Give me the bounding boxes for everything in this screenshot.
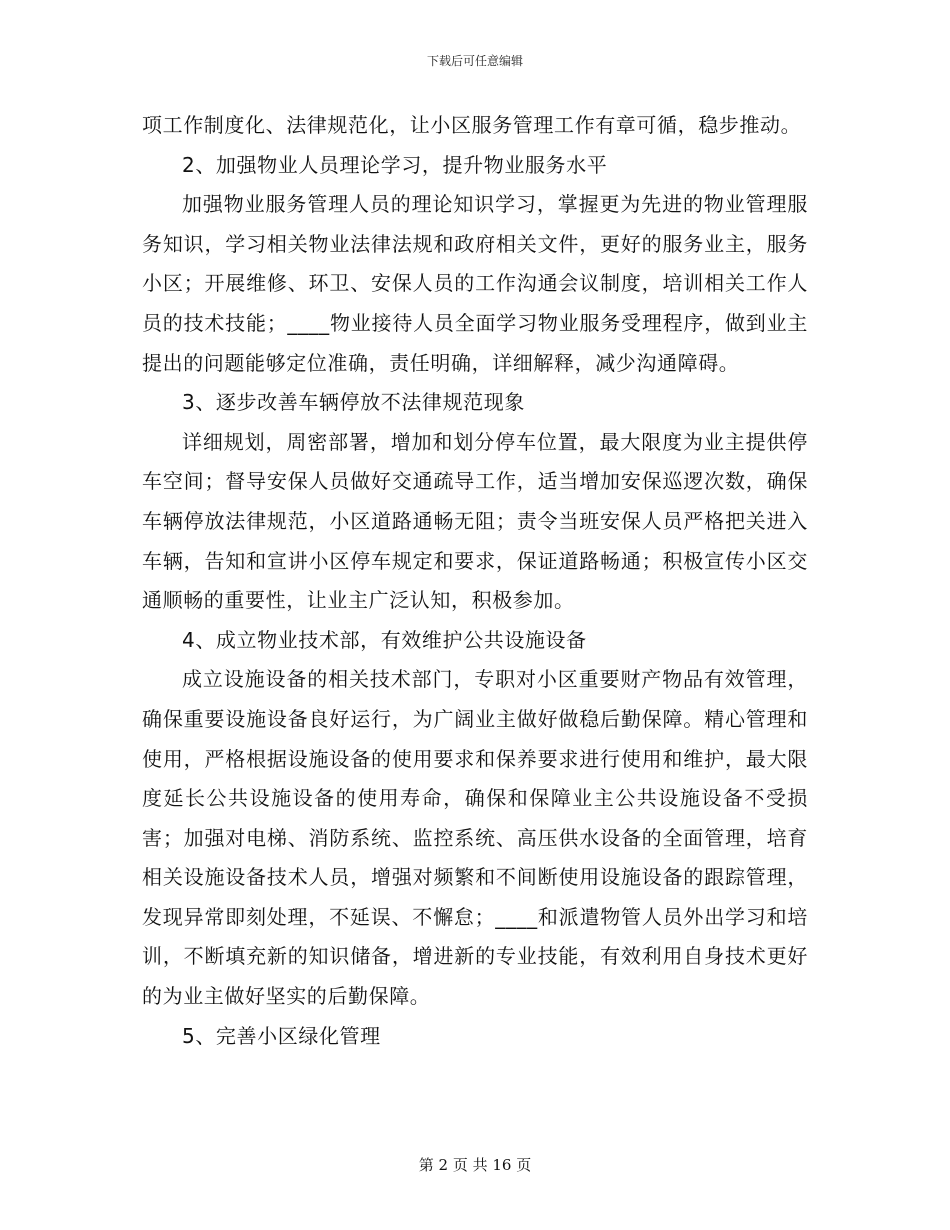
paragraph-section-3: 详细规划，周密部署，增加和划分停车位置，最大限度为业主提供停车空间；督导安保人员做好交通疏导工作，适当增加安保巡逻次数，确保车辆停放法律规范，小区道路通畅无阻；责令当班安保人员严格把关进入车辆，告知和宣讲小区停车规定和要求，保证道路畅通；积极宣传小区交通顺畅的重要性，让业主广泛认知，积极参加。 bbox=[142, 429, 808, 613]
paragraph-section-2: 加强物业服务管理人员的理论知识学习，掌握更为先进的物业管理服务知识，学习相关物业法律法规和政府相关文件，更好的服务业主，服务小区；开展维修、环卫、安保人员的工作沟通会议制度，培训相关工作人员的技术技能；____物业接待人员全面学习物业服务受理程序，做到业主提出的问题能够定位准确，责任明确，详细解释，减少沟通障碍。 bbox=[142, 192, 808, 375]
section-heading-5: 5、完善小区绿化管理 bbox=[182, 1023, 381, 1048]
paragraph-section-4: 成立设施设备的相关技术部门，专职对小区重要财产物品有效管理，确保重要设施设备良好运行，为广阔业主做好做稳后勤保障。精心管理和使用，严格根据设施设备的使用要求和保养要求进行使用和维护，最大限度延长公共设施设备的使用寿命，确保和保障业主公共设施设备不受损害；加强对电梯、消防系统、监控系统、高压供水设备的全面管理，培育相关设施设备技术人员，增强对频繁和不间断使用设施设备的跟踪管理，发现异常即刻处理，不延误、不懈怠；____和派遣物管人员外出学习和培训，不断填充新的知识储备，增进新的专业技能，有效利用自身技术更好的为业主做好坚实的后勤保障。 bbox=[142, 667, 808, 1009]
section-heading-3: 3、逐步改善车辆停放不法律规范现象 bbox=[182, 390, 525, 415]
paragraph-continuation: 项工作制度化、法律规范化，让小区服务管理工作有章可循，稳步推动。 bbox=[142, 113, 802, 137]
header-note: 下载后可任意编辑 bbox=[426, 54, 523, 68]
page-number: 第 2 页 共 16 页 bbox=[418, 1156, 532, 1174]
document-body bbox=[142, 106, 808, 1056]
section-heading-4: 4、成立物业技术部，有效维护公共设施设备 bbox=[182, 627, 587, 652]
section-heading-2: 2、加强物业人员理论学习，提升物业服务水平 bbox=[182, 152, 608, 177]
